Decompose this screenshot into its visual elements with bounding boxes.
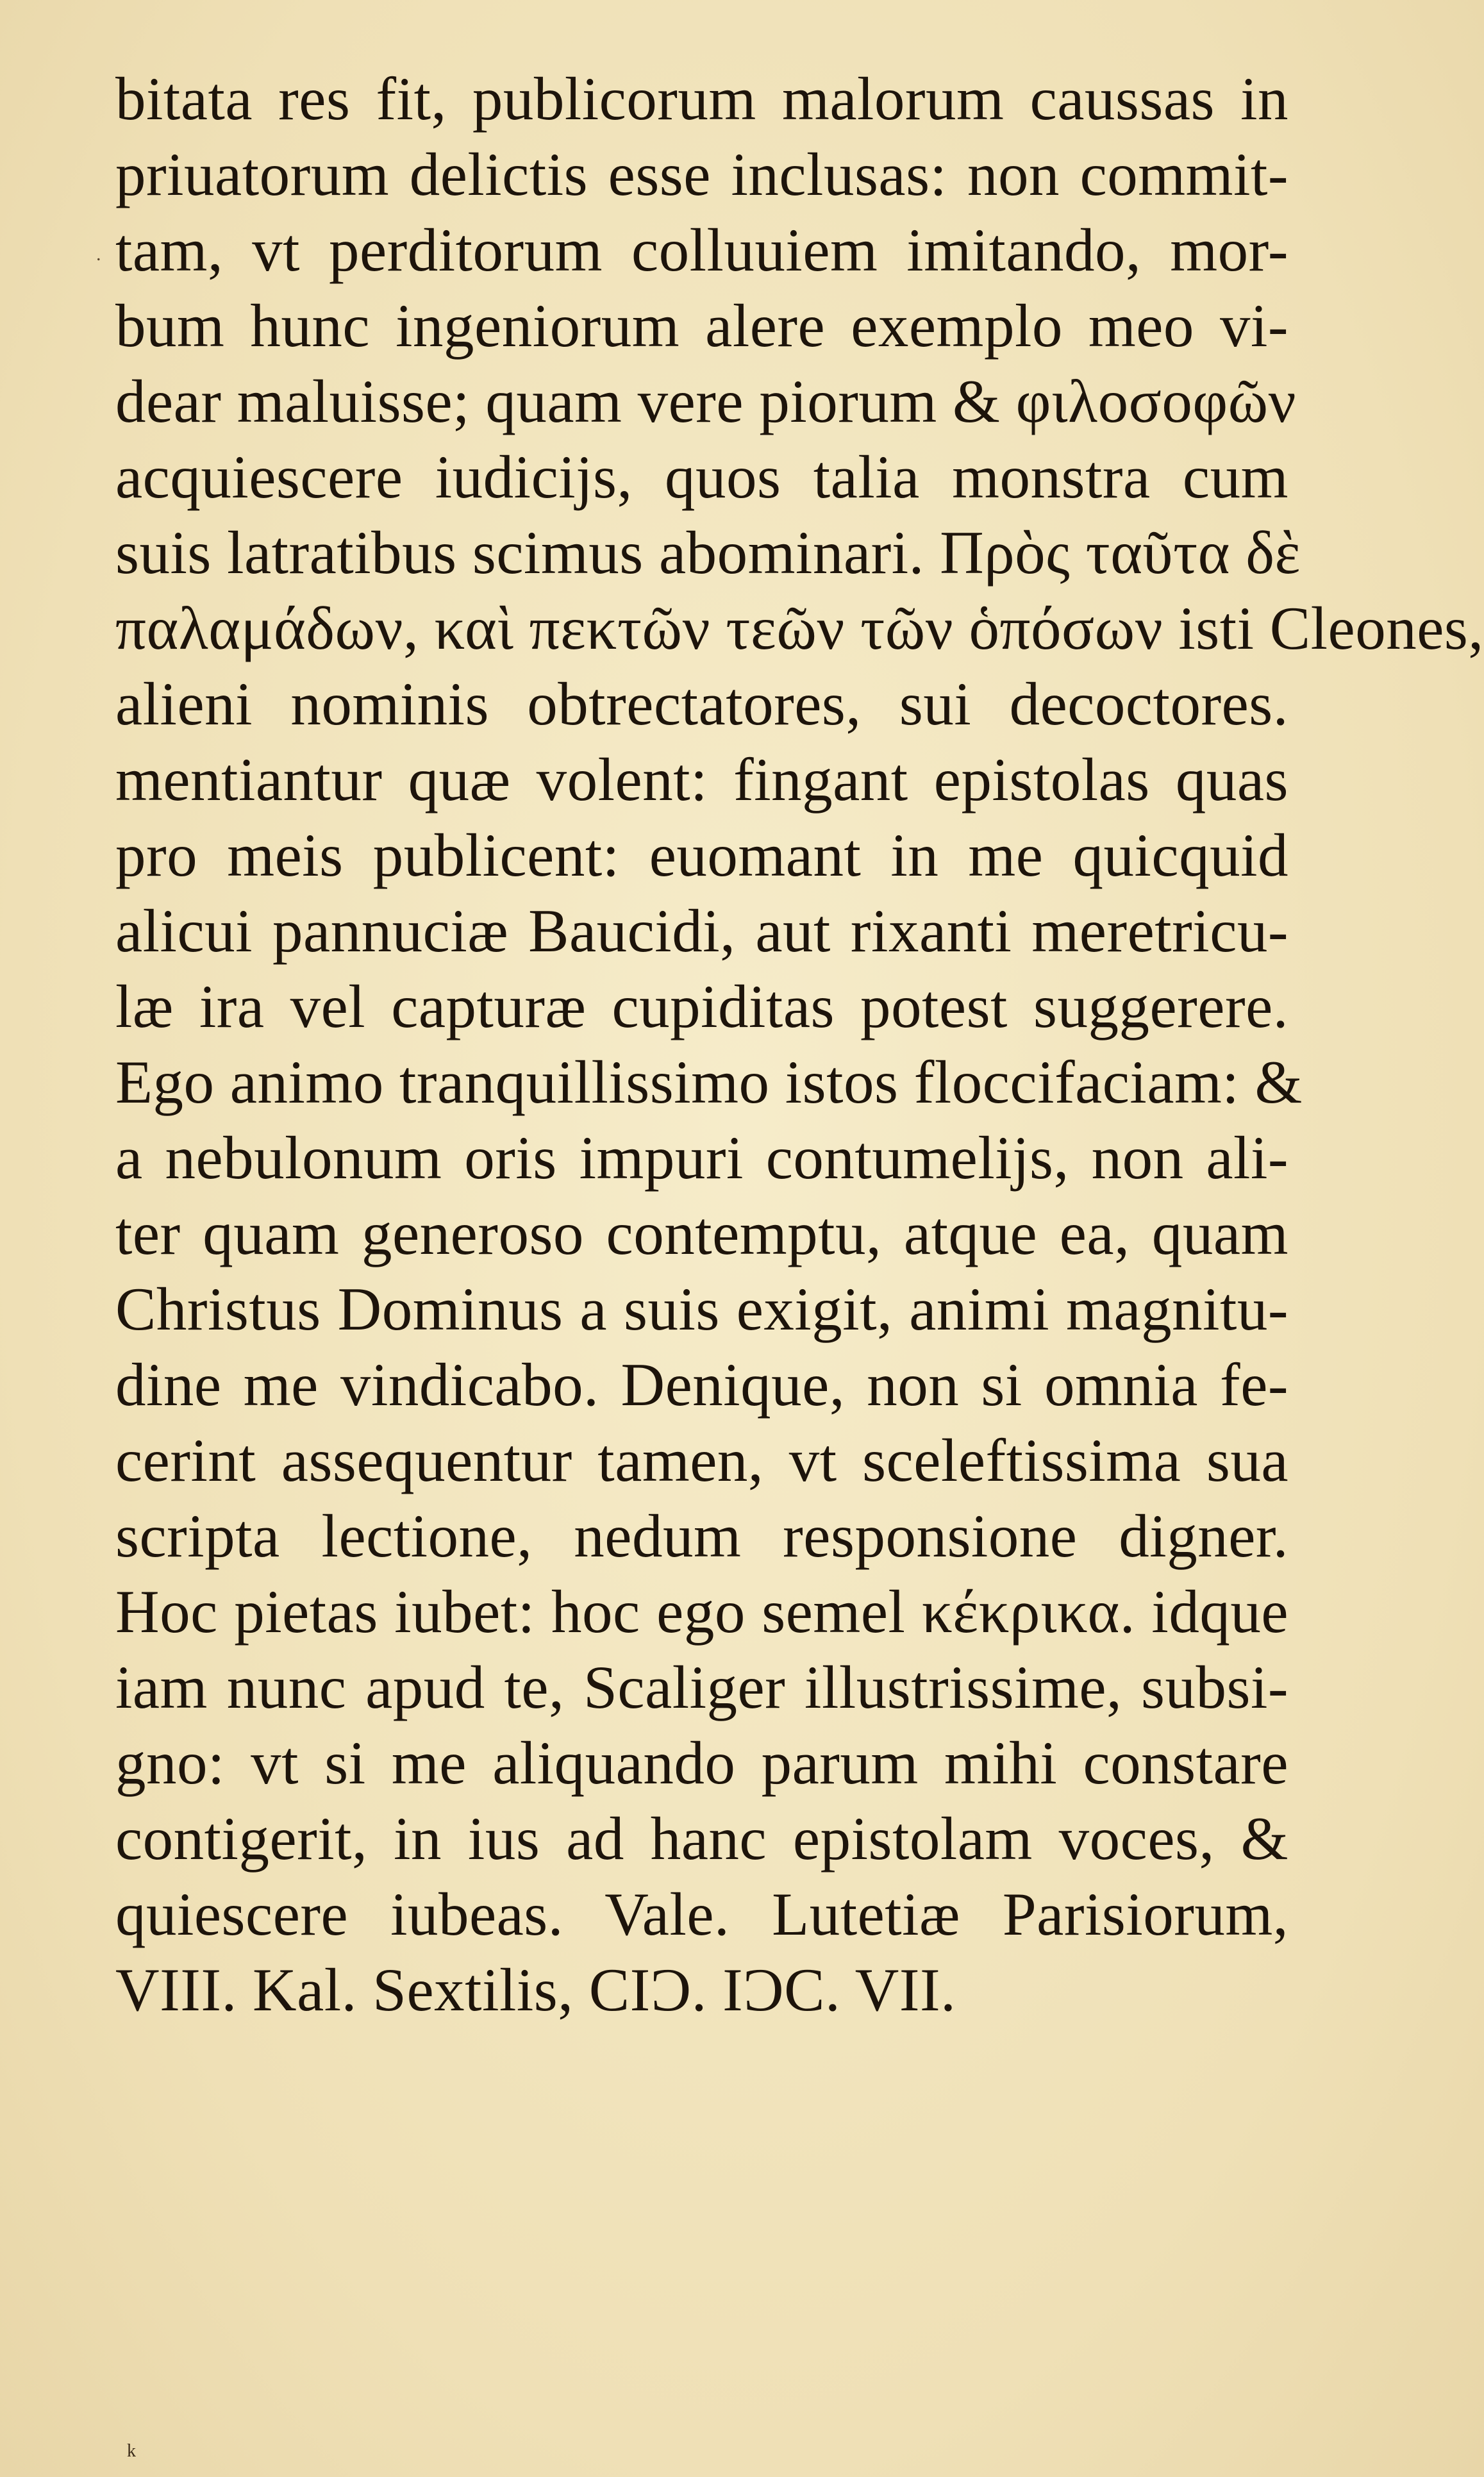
text-line: alicui pannuciæ Baucidi, aut rixanti meretricu- bbox=[115, 897, 1288, 965]
text-line: Christus Dominus a suis exigit, animi magnitu- bbox=[115, 1275, 1288, 1343]
text-line: παλαμάδων, καὶ πεκτῶν τεῶν τῶν ὁπόσων isti Cleones, bbox=[115, 594, 1484, 662]
text-line: pro meis publicent: euomant in me quicquid bbox=[115, 821, 1288, 889]
footer-mark: k bbox=[127, 2441, 136, 2461]
text-line: dine me vindicabo. Denique, non si omnia fe- bbox=[115, 1351, 1288, 1419]
text-line: mentiantur quæ volent: fingant epistolas quas bbox=[115, 746, 1288, 813]
text-line: dear maluisse; quam vere piorum & φιλοσοφῶν bbox=[115, 367, 1297, 435]
date-line: VIII. Kal. Sextilis, CIƆ. IƆC. VII. bbox=[115, 1956, 956, 2024]
text-block bbox=[115, 61, 1484, 2028]
text-line: tam, vt perditorum colluuiem imitando, mor- bbox=[115, 216, 1288, 284]
text-line: læ ira vel capturæ cupiditas potest suggerere. bbox=[115, 972, 1288, 1040]
text-line: iam nunc apud te, Scaliger illustrissime, subsi- bbox=[115, 1653, 1288, 1721]
text-line: alieni nominis obtrectatores, sui decoctores. bbox=[115, 670, 1288, 738]
text-line: scripta lectione, nedum responsione digner. bbox=[115, 1502, 1288, 1570]
margin-mark: . bbox=[96, 244, 101, 265]
text-line: a nebulonum oris impuri contumelijs, non ali- bbox=[115, 1124, 1288, 1192]
text-line: acquiescere iudicijs, quos talia monstra cum bbox=[115, 443, 1288, 511]
text-line: cerint assequentur tamen, vt sceleftissima sua bbox=[115, 1426, 1288, 1494]
text-line: ter quam generoso contemptu, atque ea, quam bbox=[115, 1199, 1288, 1267]
text-line: quiescere iubeas. Vale. Lutetiæ Parisiorum, bbox=[115, 1880, 1288, 1948]
text-line: gno: vt si me aliquando parum mihi constare bbox=[115, 1729, 1288, 1797]
text-line: priuatorum delictis esse inclusas: non commit- bbox=[115, 140, 1288, 208]
text-line: Ego animo tranquillissimo istos floccifaciam: & bbox=[115, 1048, 1303, 1116]
text-line: suis latratibus scimus abominari. Πρὸς ταῦτα δὲ bbox=[115, 519, 1301, 587]
text-line: contigerit, in ius ad hanc epistolam voces, & bbox=[115, 1805, 1288, 1872]
text-line: bum hunc ingeniorum alere exemplo meo vi- bbox=[115, 292, 1288, 360]
text-line: Hoc pietas iubet: hoc ego semel κέκρικα. idque bbox=[115, 1578, 1288, 1646]
text-line: bitata res fit, publicorum malorum caussas in bbox=[115, 65, 1288, 133]
